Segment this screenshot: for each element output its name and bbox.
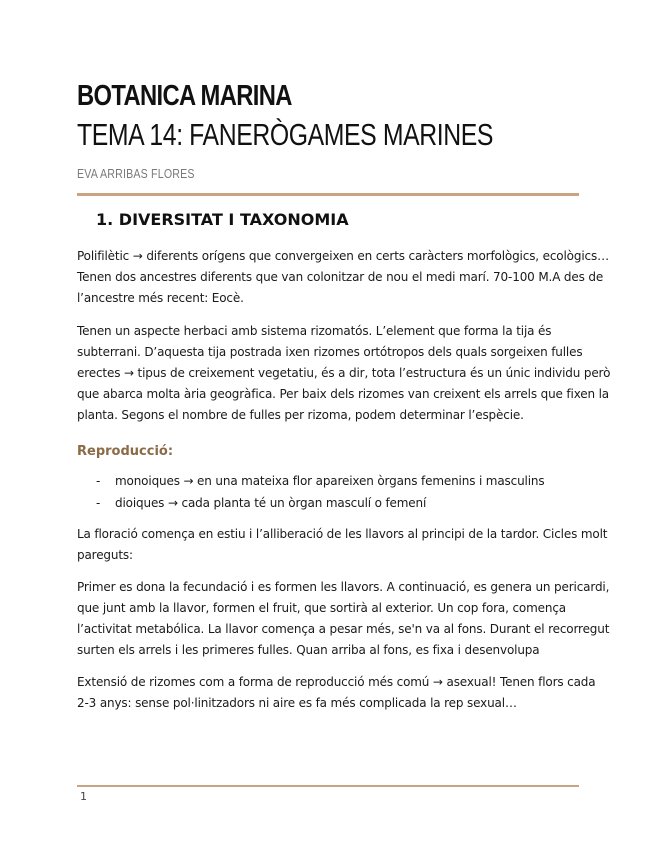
paragraph-line: Primer es dona la fecundació i es formen les llavors. A continuació, es genera un pericardi, [77, 580, 610, 594]
paragraph-line: surten els arrels i les primeres fulles. Quan arriba al fons, es fixa i desenvolupa [77, 643, 540, 657]
paragraph-fecundation [77, 577, 610, 661]
paragraph-line: Polifilètic → diferents orígens que convergeixen en certs caràcters morfològics, ecològics… [77, 249, 609, 263]
paragraph-line: que junt amb la llavor, formen el fruit, que sortirà al exterior. Un cop fora, comença [77, 601, 566, 615]
author-name: EVA ARRIBAS FLORES [77, 166, 195, 181]
reproduction-heading: Reproducció: [77, 444, 174, 459]
list-item-text: dioiques → cada planta té un òrgan masculí o femení [115, 496, 427, 510]
footer-divider [77, 785, 579, 787]
paragraph-rhizome [77, 321, 611, 426]
paragraph-line: planta. Segons el nombre de fulles per rizoma, podem determinar l’espècie. [77, 408, 524, 422]
paragraph-line: Extensió de rizomes com a forma de reproducció més comú → asexual! Tenen flors cada [77, 675, 596, 689]
paragraph-line: pareguts: [77, 548, 133, 562]
paragraph-polyphyletic [77, 246, 609, 309]
bullet-dash: - [96, 496, 101, 510]
document-subtitle: TEMA 14: FANERÒGAMES MARINES [77, 117, 494, 152]
paragraph-line: l’ancestre més recent: Eocè. [77, 291, 244, 305]
header-divider [77, 193, 579, 196]
page-number: 1 [80, 790, 87, 803]
paragraph-line: 2-3 anys: sense pol·linitzadors ni aire es fa més complicada la rep sexual… [77, 696, 517, 710]
list-item-text: monoiques → en una mateixa flor apareixen òrgans femenins i masculins [115, 474, 545, 488]
paragraph-asexual [77, 672, 596, 714]
document-title: BOTANICA MARINA [77, 80, 292, 112]
paragraph-line: l’activitat metabólica. La llavor comença a pesar més, se'n va al fons. Durant el recorregut [77, 622, 610, 636]
paragraph-line: Tenen un aspecte herbaci amb sistema rizomatós. L’element que forma la tija és [77, 324, 552, 338]
bullet-dash: - [96, 474, 101, 488]
section-heading: 1. DIVERSITAT I TAXONOMIA [96, 210, 349, 229]
paragraph-line: erectes → tipus de creixement vegetatiu, és a dir, tota l’estructura és un únic individu però [77, 366, 611, 380]
paragraph-line: subterrani. D’aquesta tija postrada ixen rizomes ortótropos dels quals sorgeixen fulles [77, 345, 583, 359]
paragraph-line: que abarca molta ària geogràfica. Per baix dels rizomes van creixent els arrels que fixen la [77, 387, 610, 401]
paragraph-flowering [77, 524, 608, 566]
paragraph-line: Tenen dos ancestres diferents que van colonitzar de nou el medi marí. 70-100 M.A des de [77, 270, 604, 284]
paragraph-line: La floració comença en estiu i l’alliberació de les llavors al principi de la tardor. Cicles molt [77, 527, 608, 541]
